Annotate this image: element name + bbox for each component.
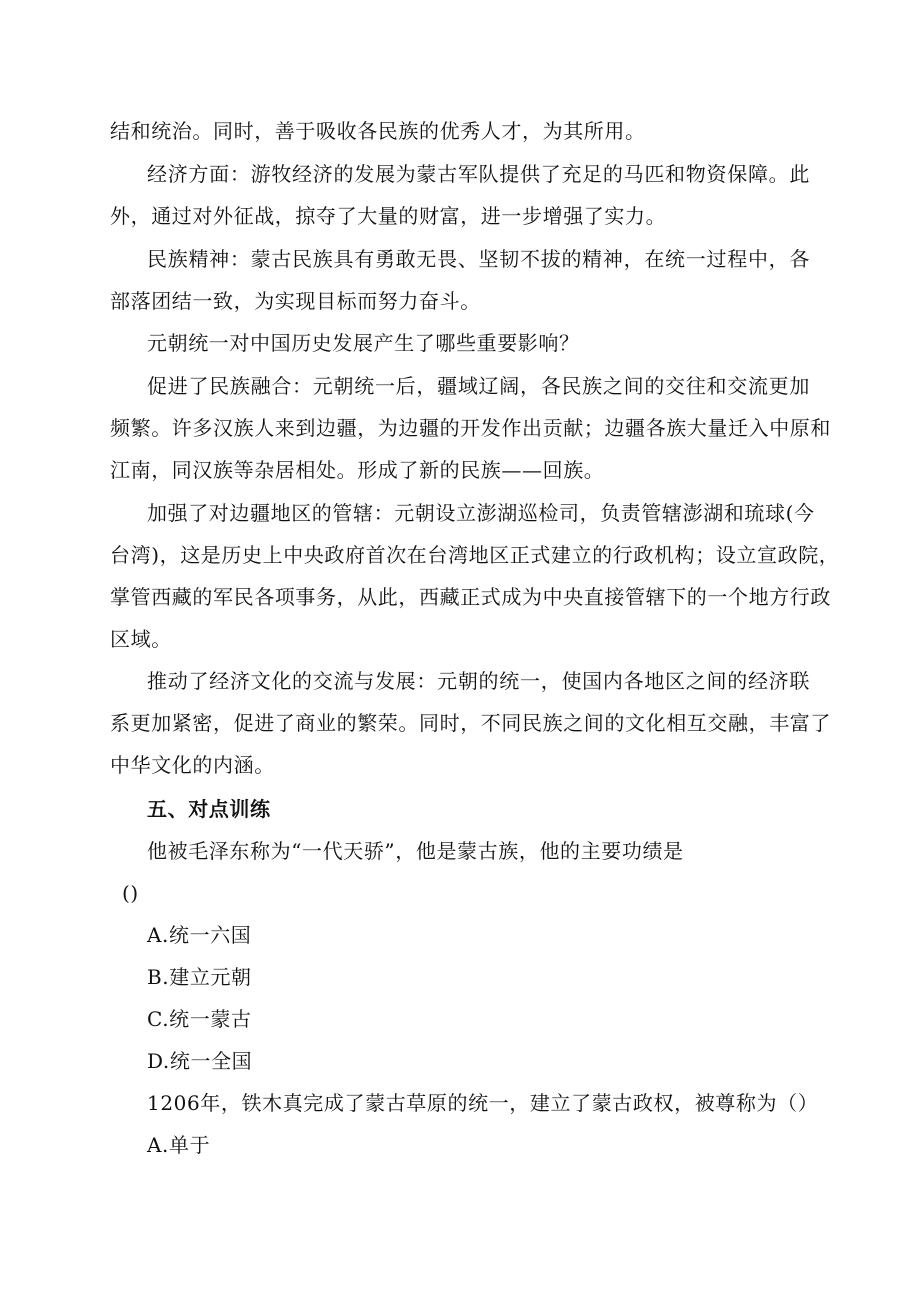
paragraph-frontier-administration [110, 492, 840, 660]
question-yuan-impact [110, 322, 810, 364]
text-line: 加强了对边疆地区的管辖：元朝设立澎湖巡检司，负责管辖澎湖和琉球(今 [147, 501, 815, 525]
question-1 [110, 830, 810, 1082]
text-line: 中华文化的内涵。 [110, 753, 275, 777]
text-line: 民族精神：蒙古民族具有勇敢无畏、坚韧不拔的精神，在统一过程中，各 [147, 247, 810, 271]
option-b: B.建立元朝 [147, 965, 252, 989]
text-line: 推动了经济文化的交流与发展：元朝的统一，使国内各地区之间的经济联 [147, 669, 810, 693]
text-line: 结和统治。同时，善于吸收各民族的优秀人才，为其所用。 [110, 119, 646, 143]
text-line: 部落团结一致，为实现目标而努力奋斗。 [110, 289, 481, 313]
option-c: C.统一蒙古 [147, 1007, 252, 1031]
question-2 [110, 1082, 819, 1166]
option-d: D.统一全国 [147, 1049, 253, 1073]
paragraph-economy [110, 153, 810, 237]
text-line: 区域。 [110, 627, 172, 651]
text-line: 频繁。许多汉族人来到边疆，为边疆的开发作出贡献；边疆各族大量迁入中原和 [110, 416, 831, 440]
option-a: A.统一六国 [147, 923, 252, 947]
question-stem: 他被毛泽东称为“一代天骄”，他是蒙古族，他的主要功绩是 [147, 839, 684, 863]
answer-blank: () [122, 881, 139, 905]
text-line: 江南，同汉族等杂居相处。形成了新的民族——回族。 [110, 458, 605, 482]
paragraph-ethnic-integration [110, 365, 831, 491]
paragraph-national-spirit [110, 238, 810, 322]
paragraph-unity-continued [110, 110, 810, 152]
paragraph-economic-cultural-exchange [110, 660, 831, 786]
text-line: 元朝统一对中国历史发展产生了哪些重要影响？ [147, 331, 580, 355]
section-heading-text: 五、对点训练 [147, 797, 271, 821]
text-line: 外，通过对外征战，掠夺了大量的财富，进一步增强了实力。 [110, 204, 667, 228]
text-line: 经济方面：游牧经济的发展为蒙古军队提供了充足的马匹和物资保障。此 [147, 162, 810, 186]
question-stem: 1206年，铁木真完成了蒙古草原的统一，建立了蒙古政权，被尊称为（） [147, 1091, 819, 1115]
text-line: 台湾)，这是历史上中央政府首次在台湾地区正式建立的行政机构；设立宣政院， [110, 543, 840, 567]
text-line: 促进了民族融合：元朝统一后，疆域辽阔，各民族之间的交往和交流更加 [147, 374, 810, 398]
text-line: 系更加紧密，促进了商业的繁荣。同时，不同民族之间的文化相互交融，丰富了 [110, 711, 831, 735]
option-a: A.单于 [147, 1133, 211, 1157]
text-line: 掌管西藏的军民各项事务，从此，西藏正式成为中央直接管辖下的一个地方行政 [110, 585, 831, 609]
section-heading [110, 788, 810, 830]
